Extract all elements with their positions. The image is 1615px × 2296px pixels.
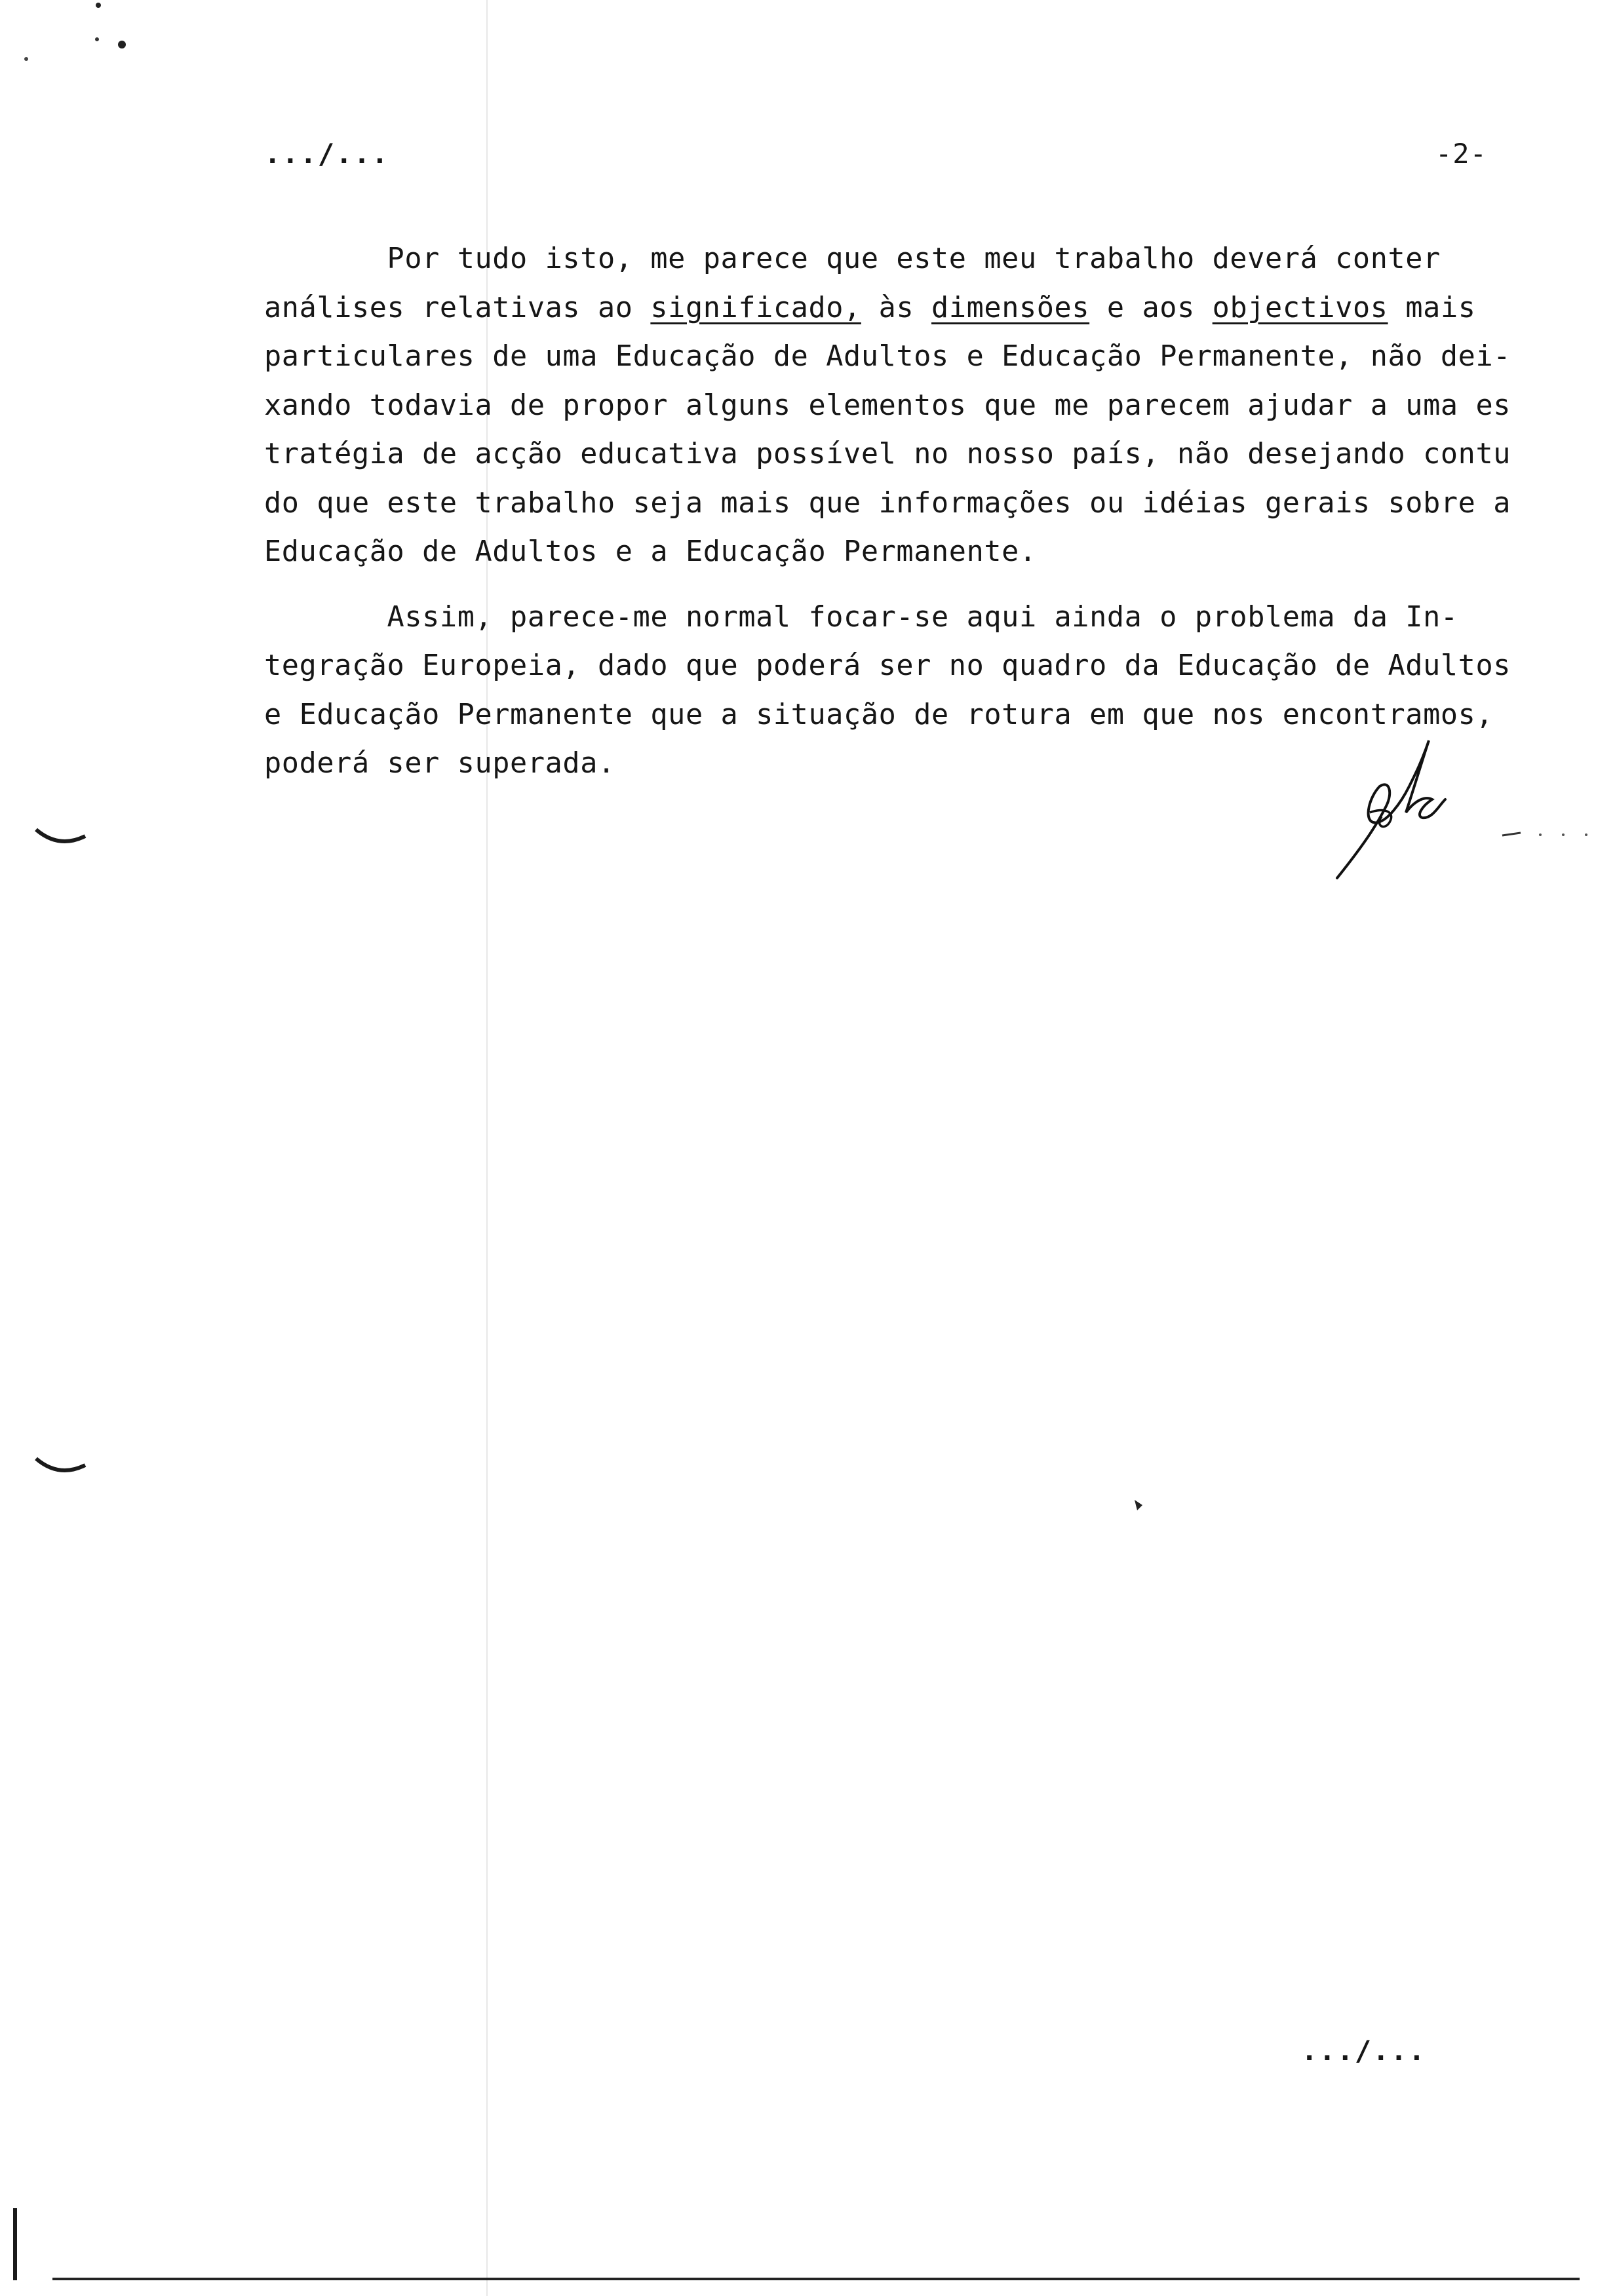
text-segment: análises relativas ao xyxy=(264,291,651,324)
continuation-marker-top: .../... xyxy=(264,138,390,170)
scan-specks-top-left xyxy=(0,0,170,79)
body-text xyxy=(264,235,1513,788)
punch-hole-mark-upper xyxy=(33,826,92,852)
underlined-term: dimensões xyxy=(931,291,1090,324)
text-segment: do que este trabalho seja mais que informações ou idéias gerais sobre a xyxy=(264,486,1511,520)
text-segment: e aos xyxy=(1089,291,1213,324)
scan-edge-mark xyxy=(13,2208,17,2280)
underlined-term: significado, xyxy=(650,291,861,324)
underlined-term: objectivos xyxy=(1212,291,1388,324)
continuation-marker-bottom: .../... xyxy=(1301,2035,1427,2067)
text-segment: Por tudo isto, me parece que este meu trabalho deverá conter xyxy=(387,242,1441,275)
scan-bottom-edge xyxy=(52,2278,1580,2280)
text-segment: tegração Europeia, dado que poderá ser no quadro da Educação de Adultos xyxy=(264,649,1511,682)
text-line xyxy=(264,332,1513,381)
text-segment: Assim, parece-me normal focar-se aqui ainda o problema da In- xyxy=(387,600,1458,634)
text-segment: particulares de uma Educação de Adultos e Educação Permanente, não dei- xyxy=(264,340,1511,373)
handwritten-signature xyxy=(1324,734,1455,885)
text-segment: mais xyxy=(1388,291,1476,324)
scan-dash-right xyxy=(1501,829,1606,842)
text-line xyxy=(264,691,1513,740)
text-segment: tratégia de acção educativa possível no nosso país, não desejando contu xyxy=(264,438,1511,470)
text-segment: poderá ser superada. xyxy=(264,747,615,780)
text-segment: xando todavia de propor alguns elementos que me parecem ajudar a uma es xyxy=(264,389,1511,422)
text-segment: Educação de Adultos e a Educação Permanente. xyxy=(264,535,1037,568)
text-line xyxy=(264,527,1513,577)
scan-speck-middle xyxy=(1131,1497,1150,1517)
punch-hole-mark-lower xyxy=(33,1455,92,1481)
indent xyxy=(264,601,387,634)
text-line xyxy=(264,479,1513,528)
text-line xyxy=(264,235,1513,284)
page-number: -2- xyxy=(1435,138,1487,170)
text-line xyxy=(264,593,1513,642)
indent xyxy=(264,242,387,275)
paragraph xyxy=(264,235,1513,577)
text-segment: às xyxy=(861,291,932,324)
text-line xyxy=(264,641,1513,691)
text-line xyxy=(264,284,1513,333)
paragraph-gap xyxy=(264,577,1513,593)
text-segment: e Educação Permanente que a situação de rotura em que nos encontramos, xyxy=(264,698,1494,731)
text-line xyxy=(264,430,1513,479)
text-line xyxy=(264,381,1513,430)
